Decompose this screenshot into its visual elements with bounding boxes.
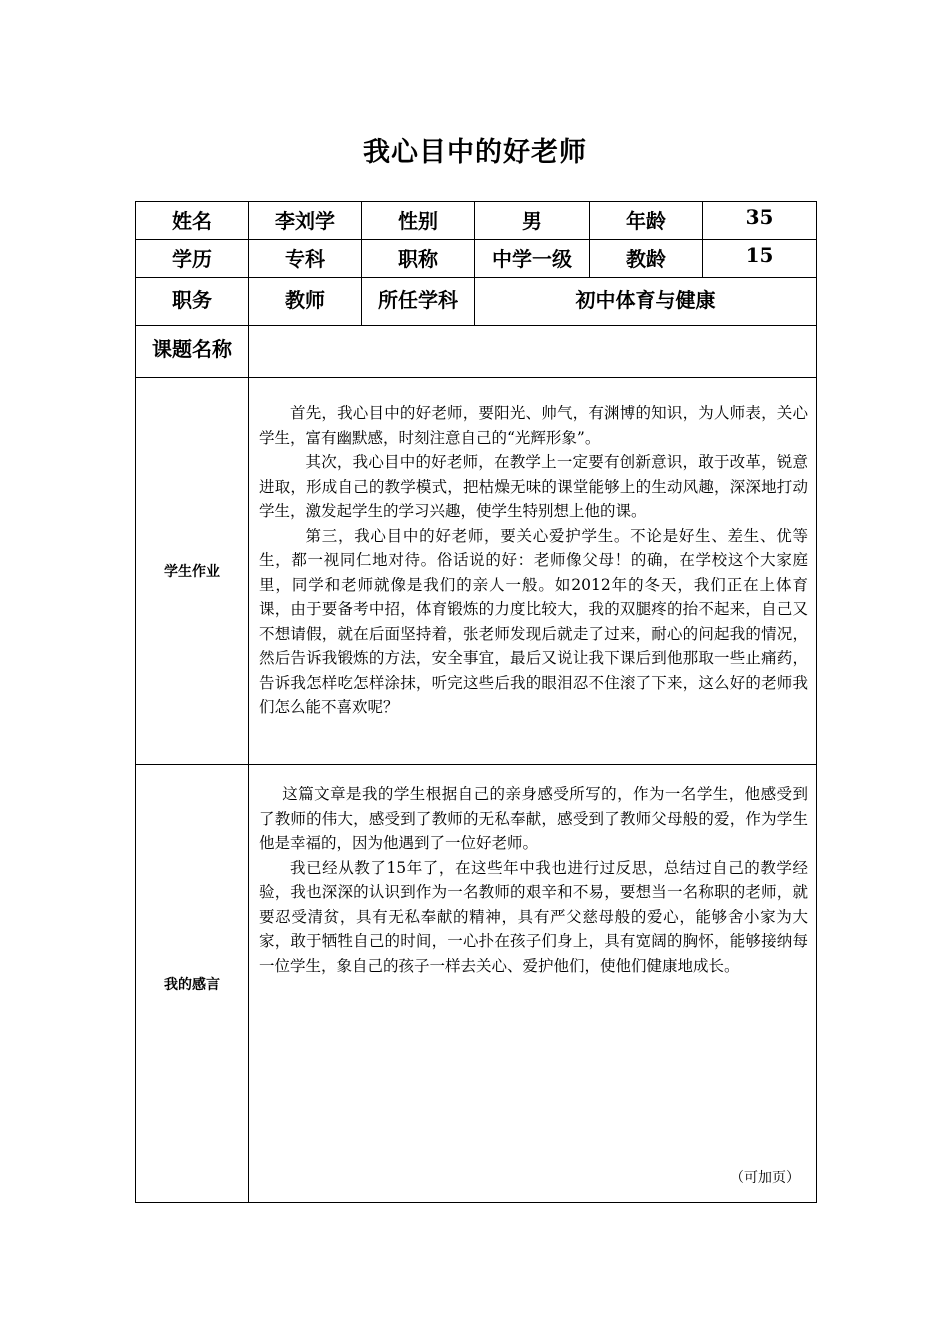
subject-value: 初中体育与健康 bbox=[575, 288, 716, 312]
table-row bbox=[136, 765, 817, 1203]
topic-value-cell bbox=[249, 326, 817, 378]
teach-years-label-cell bbox=[590, 240, 703, 278]
reflection-paragraph: 这篇文章是我的学生根据自己的亲身感受所写的，作为一名学生，他感受到了教师的伟大，感受到了教师的无私奉献，感受到了教师父母般的爱，作为学生他是幸福的，因为他遇到了一位好老师。 bbox=[259, 785, 808, 852]
reflection-paragraph: 我已经从教了15年了，在这些年中我也进行过反思，总结过自己的教学经验，我也深深的认识到作为一名教师的艰辛和不易，要想当一名称职的老师，就要忍受清贫，具有无私奉献的精神，具有严父慈母般的爱心，能够舍小家为大家，敢于牺牲自己的时间，一心扑在孩子们身上，具有宽阔的胸怀，能够接纳每一位学生，象自己的孩子一样去关心、爱护他们，使他们健康地成长。 bbox=[259, 858, 808, 975]
teacher-info-table bbox=[135, 201, 817, 1203]
teach-years-value-cell bbox=[703, 240, 817, 278]
age-value-cell bbox=[703, 202, 817, 240]
position-value-cell bbox=[249, 278, 362, 326]
reflection-cell bbox=[249, 765, 817, 1203]
position-value: 教师 bbox=[285, 288, 325, 312]
position-label-cell bbox=[136, 278, 249, 326]
rank-label: 职称 bbox=[398, 247, 438, 271]
name-label: 姓名 bbox=[172, 209, 212, 233]
table-row bbox=[136, 326, 817, 378]
gender-label-cell bbox=[362, 202, 475, 240]
subject-value-cell bbox=[475, 278, 817, 326]
essay-paragraph: 第三，我心目中的好老师，要关心爱护学生。不论是好生、差生、优等生，都一视同仁地对待。俗话说的好：老师像父母！的确，在学校这个大家庭里，同学和老师就像是我们的亲人一般。如2012年的冬天，我们正在上体育课，由于要备考中招，体育锻炼的力度比较大，我的双腿疼的抬不起来，自己又不想请假，就在后面坚持着，张老师发现后就走了过来，耐心的问起我的情况，然后告诉我锻炼的方法，安全事宜，最后又说让我下课后到他那取一些止痛药，告诉我怎样吃怎样涂抹，听完这些后我的眼泪忍不住滚了下来，这么好的老师我们怎么能不喜欢呢？ bbox=[259, 526, 808, 716]
gender-value-cell bbox=[475, 202, 590, 240]
rank-value: 中学一级 bbox=[492, 247, 572, 271]
age-value: 35 bbox=[745, 205, 774, 229]
rank-value-cell bbox=[475, 240, 590, 278]
subject-label-cell bbox=[362, 278, 475, 326]
teach-years-value: 15 bbox=[745, 243, 774, 267]
teach-years-label: 教龄 bbox=[626, 247, 666, 271]
education-value: 专科 bbox=[285, 247, 325, 271]
table-row bbox=[136, 278, 817, 326]
subject-label: 所任学科 bbox=[378, 288, 458, 312]
gender-label: 性别 bbox=[398, 209, 438, 233]
education-value-cell bbox=[249, 240, 362, 278]
essay-paragraph: 首先，我心目中的好老师，要阳光、帅气，有渊博的知识，为人师表，关心学生，富有幽默感，时刻注意自己的“光辉形象”。 bbox=[259, 404, 808, 447]
name-value: 李刘学 bbox=[275, 209, 335, 233]
reflection-text bbox=[249, 765, 816, 1202]
table-row bbox=[136, 240, 817, 278]
topic-label: 课题名称 bbox=[152, 337, 232, 361]
student-essay bbox=[249, 378, 816, 720]
table-row bbox=[136, 378, 817, 765]
page-title: 我心目中的好老师 bbox=[363, 137, 587, 168]
add-page-note: （可加页） bbox=[730, 1169, 800, 1186]
essay-paragraph: 其次，我心目中的好老师，在教学上一定要有创新意识，敢于改革，锐意进取，形成自己的教学模式，把枯燥无味的课堂能够上的生动风趣，深深地打动学生，激发起学生的学习兴趣，使学生特别想上他的课。 bbox=[259, 453, 808, 520]
gender-value: 男 bbox=[522, 209, 542, 233]
table-row bbox=[136, 202, 817, 240]
name-label-cell bbox=[136, 202, 249, 240]
student-work-label: 学生作业 bbox=[136, 378, 249, 765]
topic-label-cell bbox=[136, 326, 249, 378]
name-value-cell bbox=[249, 202, 362, 240]
rank-label-cell bbox=[362, 240, 475, 278]
topic-value bbox=[249, 326, 816, 329]
student-work-cell bbox=[249, 378, 817, 765]
age-label: 年龄 bbox=[626, 209, 666, 233]
education-label-cell bbox=[136, 240, 249, 278]
age-label-cell bbox=[590, 202, 703, 240]
education-label: 学历 bbox=[172, 247, 212, 271]
reflection-label: 我的感言 bbox=[136, 765, 249, 1203]
position-label: 职务 bbox=[172, 288, 212, 312]
